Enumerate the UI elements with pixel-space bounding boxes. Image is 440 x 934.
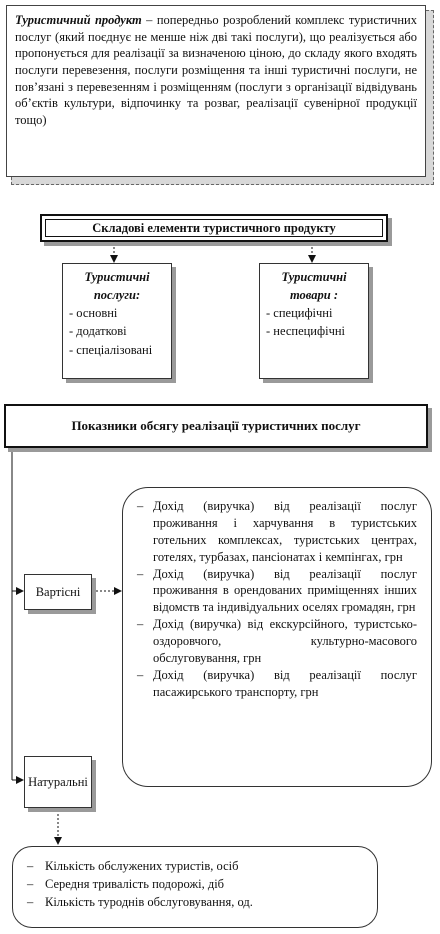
list-item: – Дохід (виручка) від реалізації послуг проживання в орендованих приміщеннях інших відомств та індивідуальних оселях громадян, грн bbox=[137, 566, 417, 615]
list-item: – Кількість обслужених туристів, осіб bbox=[27, 859, 239, 873]
list-item: – Дохід (виручка) від екскурсійного, туристсько-оздоровчого, культурно-масового обслуговування, грн bbox=[137, 617, 417, 665]
list-item: – Середня тривалість подорожі, діб bbox=[27, 877, 225, 892]
natural-indicators-box bbox=[24, 756, 92, 808]
value-items-list bbox=[122, 487, 432, 787]
definition-box bbox=[6, 5, 426, 177]
list-item: – Дохід (виручка) від реалізації послуг пасажирського транспорту, грн bbox=[137, 667, 417, 699]
services-box bbox=[62, 263, 172, 379]
definition-term: Туристичний продукт bbox=[15, 13, 142, 27]
natural-label: Натуральні bbox=[28, 774, 88, 789]
indicators-heading bbox=[4, 404, 428, 448]
goods-item: - неспецифічні bbox=[266, 324, 346, 339]
services-item: - спеціалізовані bbox=[69, 342, 153, 357]
services-item: - основні bbox=[69, 306, 118, 321]
list-item: – Кількість туроднів обслуговування, од. bbox=[27, 895, 253, 910]
list-item: – Дохід (виручка) від реалізації послуг проживання і харчування в туристських готельних комплексах, туристських центрах, готелях, турбазах, пансіонатах і кемпінгах, грн bbox=[137, 499, 417, 564]
services-item: - додаткові bbox=[69, 324, 127, 339]
goods-title: Туристичні товари : bbox=[281, 270, 347, 303]
value-label: Вартісні bbox=[35, 584, 81, 599]
goods-item: - специфічні bbox=[266, 306, 333, 321]
indicators-title: Показники обсягу реалізації туристичних послуг bbox=[71, 418, 361, 433]
definition-text: – попередньо розроблений комплекс туристичних послуг (який поєднує не менше ніж дві такі послуги), що реалізується або пропонується для реалізації за визначеною ціною, до складу якого входять послуги перевезення, послуги розміщення та інші туристичні послуги, не пов’язані з перевезенням і розміщенням (послуги з організації відвідувань об’єктів культури, відпочинку та розваг, реалізації сувенірної продукції тощо) bbox=[15, 13, 417, 127]
natural-items-list bbox=[12, 846, 378, 928]
value-indicators-box bbox=[24, 574, 92, 610]
goods-box bbox=[259, 263, 369, 379]
components-title: Складові елементи туристичного продукту bbox=[92, 220, 336, 235]
components-heading bbox=[40, 214, 388, 242]
services-title: Туристичні послуги: bbox=[84, 270, 150, 303]
